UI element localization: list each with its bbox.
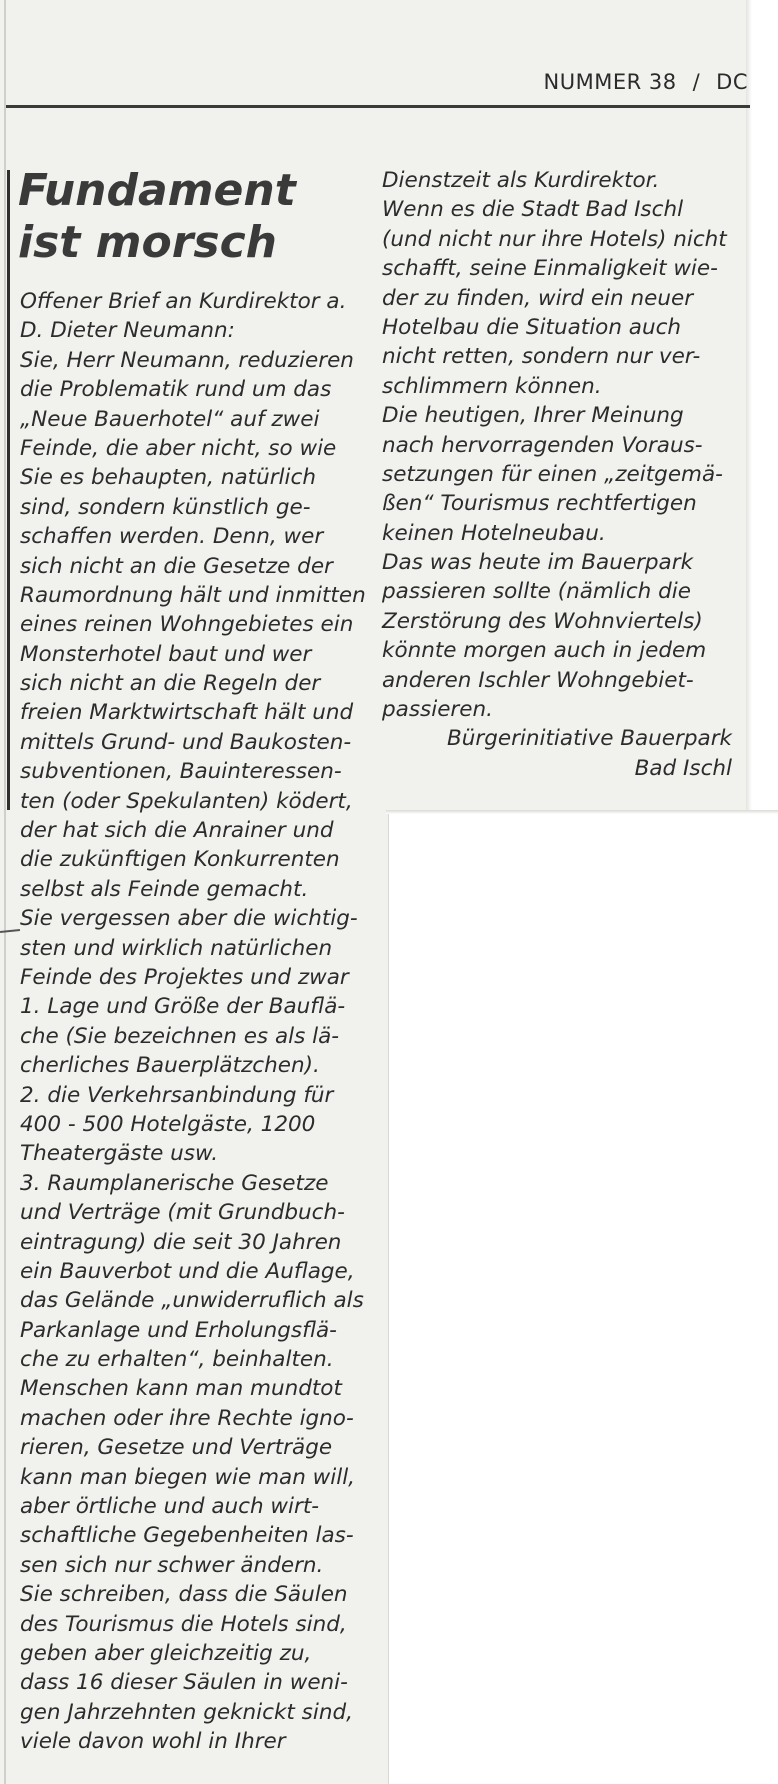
text-line: Monsterhotel baut und wer xyxy=(20,641,312,667)
clipping-cut-edge xyxy=(386,810,778,814)
text-line: dass 16 dieser Säulen in weni- xyxy=(20,1670,348,1696)
text-line: nicht retten, sondern nur ver- xyxy=(382,344,701,370)
text-line: Hotelbau die Situation auch xyxy=(382,314,682,340)
text-line: könnte morgen auch in jedem xyxy=(382,638,707,664)
signature-place: Bad Ischl xyxy=(634,755,732,781)
text-line: aber örtliche und auch wirt- xyxy=(20,1494,320,1520)
text-line: sind, sondern künstlich ge- xyxy=(20,494,311,520)
text-line: che (Sie bezeichnen es als lä- xyxy=(20,1023,340,1049)
text-line: subventionen, Bauinteressen- xyxy=(20,759,342,785)
text-line: passieren sollte (nämlich die xyxy=(382,579,691,605)
text-line: Sie es behaupten, natürlich xyxy=(20,465,316,491)
text-line: keinen Hotelneubau. xyxy=(382,520,606,546)
text-line: 400 - 500 Hotelgäste, 1200 xyxy=(20,1111,316,1137)
text-line: che zu erhalten“, beinhalten. xyxy=(20,1347,334,1373)
text-line: des Tourismus die Hotels sind, xyxy=(20,1611,347,1637)
text-line: und Verträge (mit Grundbuch- xyxy=(20,1200,345,1226)
headline-line: Fundament xyxy=(18,165,296,216)
text-line: die Problematik rund um das xyxy=(20,377,332,403)
text-line: sten und wirklich natürlichen xyxy=(20,935,333,961)
text-line: Feinde, die aber nicht, so wie xyxy=(20,435,337,461)
text-line: sich nicht an die Gesetze der xyxy=(20,553,333,579)
text-line: eines reinen Wohngebietes ein xyxy=(20,612,354,638)
left-column xyxy=(20,287,366,1757)
text-line: nach hervorragenden Voraus- xyxy=(382,432,703,458)
text-line: Dienstzeit als Kurdirektor. xyxy=(382,168,660,193)
text-line: sich nicht an die Regeln der xyxy=(20,671,321,697)
text-line: die zukünftigen Konkurrenten xyxy=(20,847,340,873)
headline xyxy=(18,165,358,269)
text-line: Wenn es die Stadt Bad Ischl xyxy=(382,197,684,223)
text-line: Offener Brief an Kurdirektor a. xyxy=(20,289,347,314)
text-line: Zerstörung des Wohnviertels) xyxy=(382,608,703,634)
text-line: eintragung) die seit 30 Jahren xyxy=(20,1229,342,1255)
column-marker-line xyxy=(7,170,10,810)
right-column xyxy=(382,166,732,783)
text-line: Sie schreiben, dass die Säulen xyxy=(20,1582,348,1608)
headline-line: ist morsch xyxy=(18,217,277,268)
text-line: Raumordnung hält und inmitten xyxy=(20,582,366,608)
text-line: gen Jahrzehnten geknickt sind, xyxy=(20,1699,353,1725)
text-line: rieren, Gesetze und Verträge xyxy=(20,1435,333,1461)
text-line: mittels Grund- und Baukosten- xyxy=(20,729,352,755)
text-line: 1. Lage und Größe der Bauflä- xyxy=(20,994,346,1020)
text-line: der zu finden, wird ein neuer xyxy=(382,285,694,311)
issue-number: NUMMER 38 xyxy=(543,70,677,94)
text-line: (und nicht nur ihre Hotels) nicht xyxy=(382,226,727,252)
text-line: 2. die Verkehrsanbindung für xyxy=(20,1082,334,1108)
header-cut-text: DC xyxy=(716,70,748,94)
text-line: viele davon wohl in Ihrer xyxy=(20,1729,286,1755)
text-line: kann man biegen wie man will, xyxy=(20,1464,356,1490)
text-line: Sie vergessen aber die wichtig- xyxy=(20,906,358,932)
text-line: schaffen werden. Denn, wer xyxy=(20,524,324,550)
text-line: schaftliche Gegebenheiten las- xyxy=(20,1523,354,1549)
text-line: sen sich nur schwer ändern. xyxy=(20,1552,324,1578)
text-line: ßen“ Tourismus rechtfertigen xyxy=(382,491,697,517)
scan-left-border xyxy=(4,0,6,1784)
text-line: schlimmern können. xyxy=(382,373,602,399)
text-line: cherliches Bauerplätzchen). xyxy=(20,1053,320,1079)
text-line: der hat sich die Anrainer und xyxy=(20,818,334,844)
clipping-edge-shadow xyxy=(746,0,752,812)
text-line: setzungen für einen „zeitgemä- xyxy=(382,461,723,487)
text-line: „Neue Bauerhotel“ auf zwei xyxy=(20,406,320,432)
text-line: geben aber gleichzeitig zu, xyxy=(20,1640,312,1666)
text-line: Feinde des Projektes und zwar xyxy=(20,964,349,990)
text-line: Menschen kann man mundtot xyxy=(20,1376,342,1402)
signature-name: Bürgerinitiative Bauerpark xyxy=(446,726,732,752)
text-line: Die heutigen, Ihrer Meinung xyxy=(382,403,684,429)
text-line: ten (oder Spekulanten) ködert, xyxy=(20,788,353,814)
text-line: anderen Ischler Wohngebiet- xyxy=(382,667,694,693)
text-line: selbst als Feinde gemacht. xyxy=(20,876,309,902)
text-line: schafft, seine Einmaligkeit wie- xyxy=(382,256,718,282)
page-header xyxy=(544,70,749,94)
text-line: das Gelände „unwiderruflich als xyxy=(20,1288,364,1314)
header-rule xyxy=(6,105,750,108)
text-line: Das was heute im Bauerpark xyxy=(382,550,694,576)
text-line: passieren. xyxy=(382,697,493,723)
text-line: 3. Raumplanerische Gesetze xyxy=(20,1170,329,1196)
text-line: D. Dieter Neumann: xyxy=(20,318,235,344)
text-line: Parkanlage und Erholungsflä- xyxy=(20,1317,337,1343)
header-separator: / xyxy=(692,70,701,94)
text-line: freien Marktwirtschaft hält und xyxy=(20,700,354,726)
text-line: ein Bauverbot und die Auflage, xyxy=(20,1258,355,1284)
text-line: Sie, Herr Neumann, reduzieren xyxy=(20,347,354,373)
text-line: Theatergäste usw. xyxy=(20,1141,219,1167)
text-line: machen oder ihre Rechte igno- xyxy=(20,1405,354,1431)
